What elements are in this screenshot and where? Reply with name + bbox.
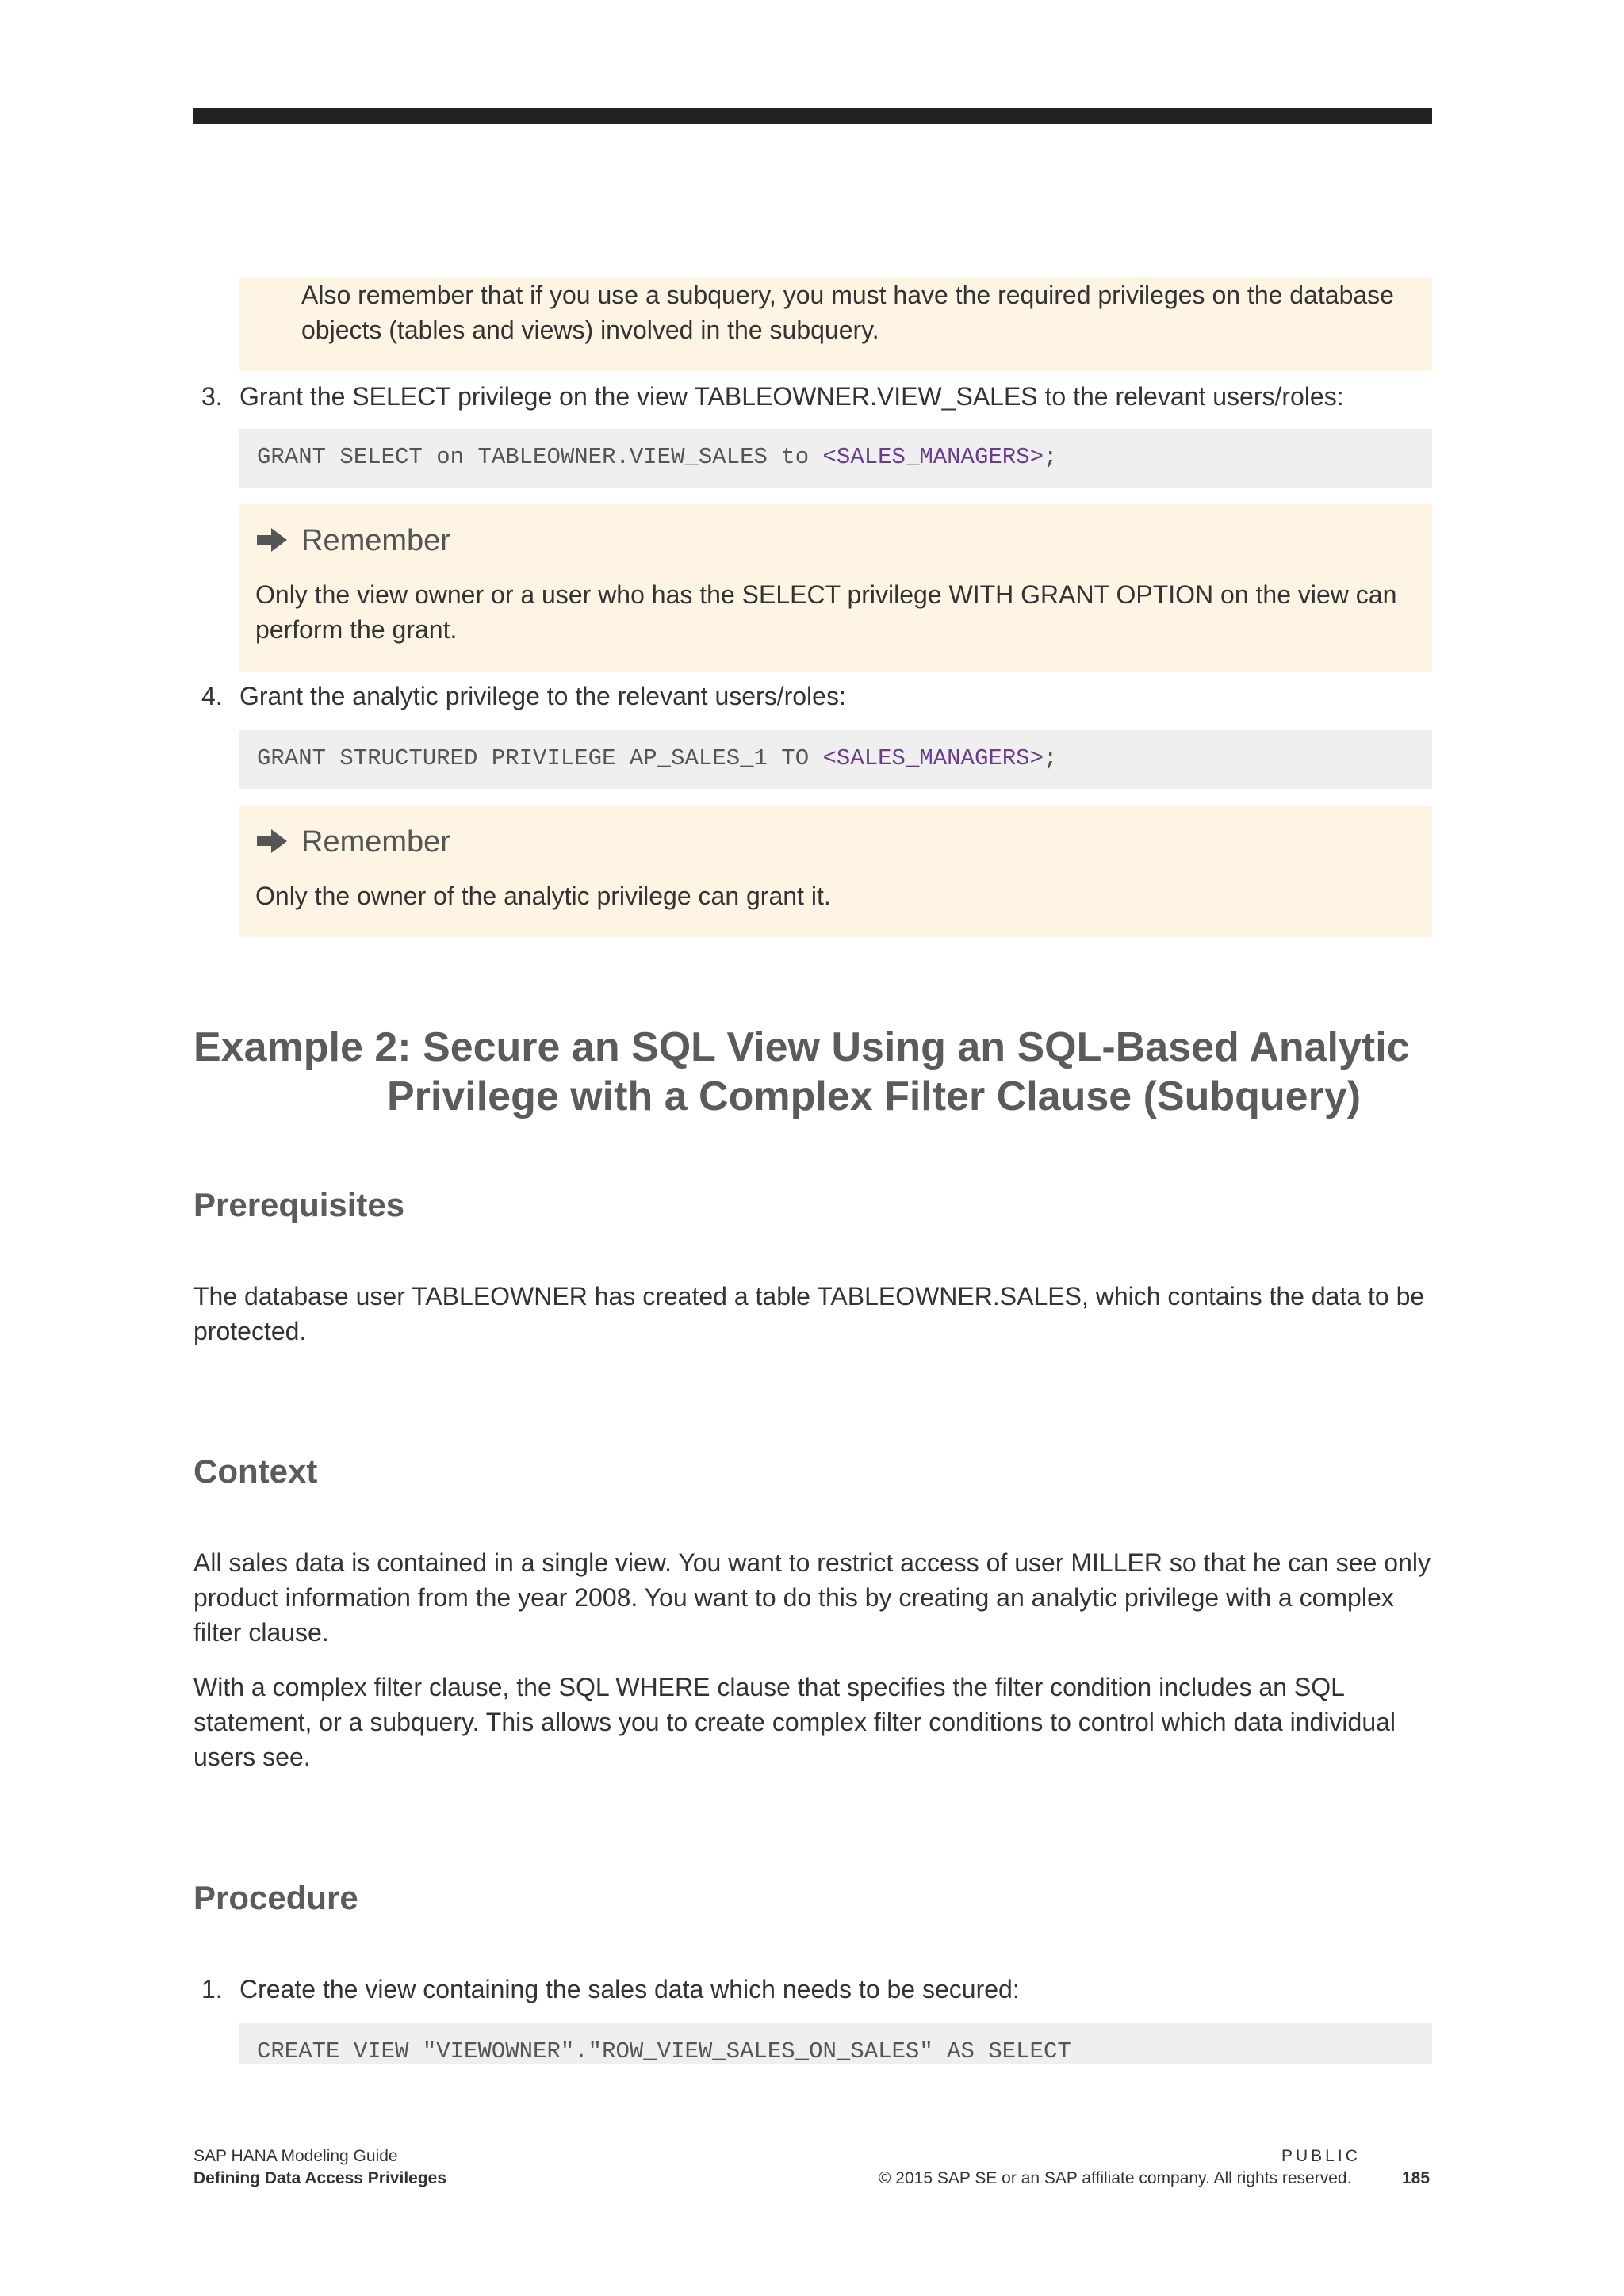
context-heading: Context [193,1452,318,1490]
footer-copyright: © 2015 SAP SE or an SAP affiliate company. All rights reserved. [879,2169,1352,2187]
remember-text: Only the view owner or a user who has the SELECT privilege WITH GRANT OPTION on the view can perform the grant. [255,580,1397,644]
code-block-create-view [239,2023,1432,2064]
procedure-step-4 [193,679,1432,714]
remember-heading: Remember [257,823,450,861]
step-text: Grant the SELECT privilege on the view TABLEOWNER.VIEW_SALES to the relevant users/roles: [239,382,1344,411]
step-number: 3. [201,382,223,411]
example-title-line-2: Privilege with a Complex Filter Clause (Subquery) [387,1073,1362,1119]
context-paragraph-2: With a complex filter clause, the SQL WHERE clause that specifies the filter condition includes an SQL statement, or a subquery. This allows you to create complex filter conditions to control which data individual users see. [193,1673,1396,1771]
remember-note-1 [239,504,1432,672]
remember-text: Only the owner of the analytic privilege can grant it. [255,882,831,910]
example-title-line-1: Example 2: Secure an SQL View Using an SQL-Based Analytic [193,1024,1410,1070]
footer-guide-title: SAP HANA Modeling Guide [193,2147,398,2165]
prerequisites-heading: Prerequisites [193,1186,405,1223]
arrow-right-icon [257,528,287,552]
code-placeholder: <SALES_MANAGERS> [822,444,1044,470]
procedure-step-1 [193,1972,1432,2007]
note-text: Also remember that if you use a subquery, you must have the required privileges on the database objects (tables and views) involved in the subquery. [301,281,1394,344]
step-number: 1. [201,1975,223,2003]
prerequisites-text: The database user TABLEOWNER has created a table TABLEOWNER.SALES, which contains the data to be protected. [193,1282,1425,1345]
remember-note-2 [239,806,1432,937]
step-text: Create the view containing the sales data which needs to be secured: [239,1975,1020,2003]
step-text: Grant the analytic privilege to the relevant users/roles: [239,682,846,710]
arrow-right-icon [257,829,287,853]
footer-classification: PUBLIC [1281,2147,1361,2165]
procedure-heading: Procedure [193,1879,358,1916]
code-block-grant-privilege [239,730,1432,789]
note-continuation [239,277,1432,371]
code-line: GRANT STRUCTURED PRIVILEGE AP_SALES_1 TO <SALES_MANAGERS>; [257,745,1058,771]
footer-document-info [193,2145,446,2190]
page-number: 185 [1402,2169,1431,2187]
context-paragraph-1: All sales data is contained in a single view. You want to restrict access of user MILLER so that he can see only product information from the year 2008. You want to do this by creating an analytic privilege with a complex filter clause. [193,1548,1431,1647]
header-rule [193,108,1432,124]
footer-chapter-title: Defining Data Access Privileges [193,2169,447,2187]
code-line: GRANT SELECT on TABLEOWNER.VIEW_SALES to <SALES_MANAGERS>; [257,444,1058,470]
code-placeholder: <SALES_MANAGERS> [822,745,1044,771]
code-block-grant-select [239,429,1432,488]
code-line: CREATE VIEW "VIEWOWNER"."ROW_VIEW_SALES_ON_SALES" AS SELECT [257,2038,1071,2064]
step-number: 4. [201,682,223,710]
procedure-step-3 [193,379,1432,414]
remember-heading: Remember [257,522,450,560]
example-title [193,1023,1446,1121]
